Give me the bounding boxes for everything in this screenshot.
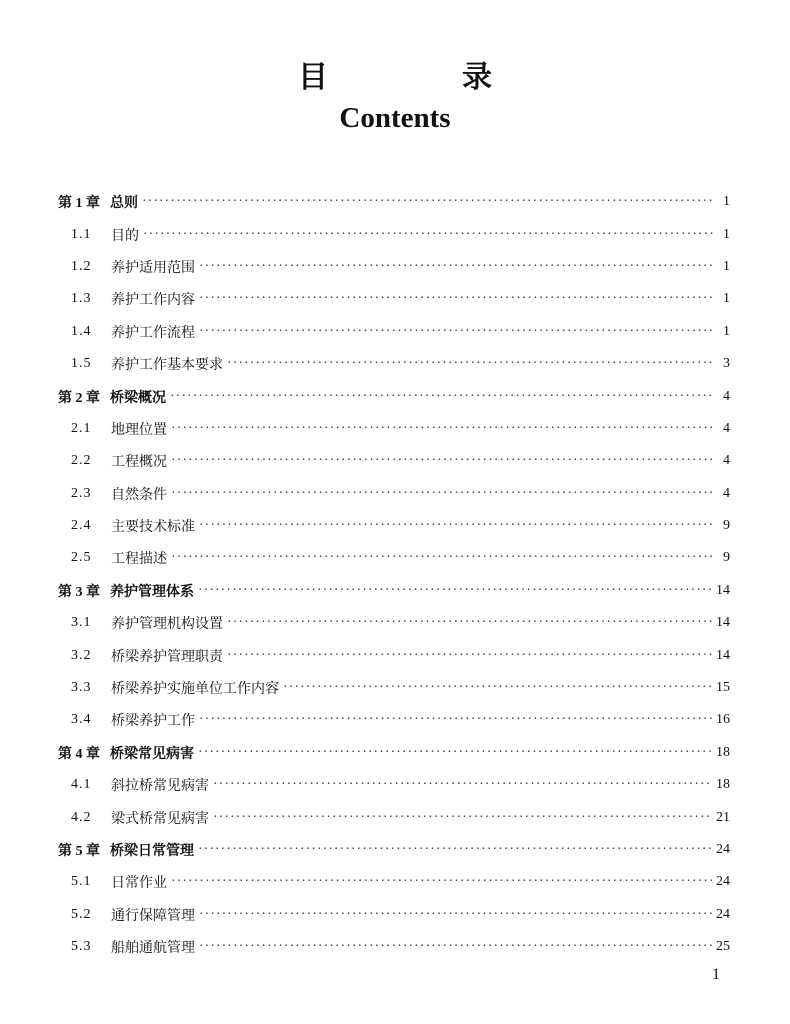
entry-number: 3.3	[71, 680, 92, 696]
toc-section-entry[interactable]	[58, 510, 730, 542]
dot-leader	[170, 389, 714, 405]
entry-number: 4.1	[71, 777, 92, 793]
entry-number: 第 2 章	[58, 390, 100, 406]
entry-page-number: 24	[716, 906, 730, 922]
dot-leader	[171, 421, 714, 437]
entry-page-number: 14	[716, 647, 730, 663]
toc-title-chinese: 目 录	[298, 61, 544, 94]
toc-section-entry[interactable]	[58, 218, 730, 250]
dot-leader	[171, 453, 714, 469]
entry-number: 3.2	[71, 647, 92, 663]
entry-number: 1.2	[71, 258, 92, 274]
entry-title: 养护工作基本要求	[111, 358, 223, 374]
entry-number: 5.1	[71, 874, 92, 890]
dot-leader	[199, 907, 712, 923]
entry-number: 2.1	[71, 420, 92, 436]
entry-page-number: 25	[716, 939, 730, 955]
entry-title: 工程描述	[111, 552, 167, 568]
entry-number: 4.2	[71, 809, 92, 825]
dot-leader	[213, 777, 712, 793]
dot-leader	[227, 615, 712, 631]
entry-title: 地理位置	[111, 422, 167, 438]
entry-page-number: 4	[723, 388, 730, 404]
entry-title: 自然条件	[111, 487, 167, 503]
entry-page-number: 1	[723, 194, 730, 210]
entry-number: 2.4	[71, 518, 92, 534]
entry-number: 第 5 章	[58, 844, 100, 859]
toc-section-entry[interactable]	[58, 348, 730, 380]
dot-leader	[199, 259, 714, 275]
toc-section-entry[interactable]	[58, 639, 730, 671]
toc-chapter-entry[interactable]	[58, 834, 730, 866]
entry-title: 日常作业	[111, 876, 167, 892]
entry-page-number: 18	[716, 777, 730, 793]
entry-number: 1.3	[71, 291, 92, 307]
dot-leader	[199, 939, 712, 955]
entry-page-number: 1	[723, 258, 730, 274]
dot-leader	[227, 356, 714, 372]
entry-title: 船舶通航管理	[111, 941, 195, 957]
toc-section-entry[interactable]	[58, 316, 730, 348]
dot-leader	[199, 518, 714, 534]
table-of-contents	[58, 186, 730, 963]
entry-title: 通行保障管理	[111, 908, 195, 924]
entry-number: 第 4 章	[58, 746, 100, 762]
entry-number: 3.1	[71, 615, 92, 631]
entry-title: 养护适用范围	[111, 260, 195, 276]
entry-title: 养护工作内容	[111, 293, 195, 309]
entry-title: 斜拉桥常见病害	[111, 779, 209, 795]
dot-leader	[199, 291, 714, 307]
entry-number: 1.5	[71, 356, 92, 372]
entry-page-number: 1	[723, 323, 730, 339]
toc-section-entry[interactable]	[58, 542, 730, 574]
dot-leader	[171, 874, 712, 890]
entry-page-number: 24	[716, 842, 730, 857]
entry-number: 5.3	[71, 939, 92, 955]
entry-number: 3.4	[71, 712, 92, 728]
toc-section-entry[interactable]	[58, 704, 730, 736]
entry-page-number: 14	[716, 582, 730, 598]
entry-title: 养护管理机构设置	[111, 617, 223, 633]
entry-title: 目的	[111, 228, 139, 244]
dot-leader	[198, 842, 712, 858]
dot-leader	[171, 550, 714, 566]
entry-page-number: 16	[716, 712, 730, 728]
entry-page-number: 1	[723, 226, 730, 242]
dot-leader	[198, 583, 712, 599]
entry-title: 桥梁概况	[110, 390, 166, 406]
toc-section-entry[interactable]	[58, 283, 730, 315]
entry-page-number: 1	[723, 291, 730, 307]
entry-number: 1.4	[71, 323, 92, 339]
toc-section-entry[interactable]	[58, 413, 730, 445]
entry-title: 主要技术标准	[111, 520, 195, 536]
entry-number: 2.3	[71, 485, 92, 501]
toc-section-entry[interactable]	[58, 607, 730, 639]
toc-chapter-entry[interactable]	[58, 737, 730, 769]
toc-section-entry[interactable]	[58, 672, 730, 704]
toc-chapter-entry[interactable]	[58, 380, 730, 412]
dot-leader	[283, 680, 712, 696]
entry-title: 桥梁养护管理职责	[111, 649, 223, 665]
entry-title: 桥梁日常管理	[110, 844, 194, 859]
dot-leader	[143, 227, 714, 243]
entry-number: 2.2	[71, 453, 92, 469]
entry-page-number: 18	[716, 744, 730, 760]
entry-number: 5.2	[71, 906, 92, 922]
dot-leader	[227, 648, 712, 664]
toc-section-entry[interactable]	[58, 931, 730, 963]
toc-section-entry[interactable]	[58, 866, 730, 898]
entry-page-number: 9	[723, 518, 730, 534]
entry-page-number: 24	[716, 874, 730, 890]
dot-leader	[199, 712, 712, 728]
toc-title-english: Contents	[339, 102, 451, 134]
entry-page-number: 3	[723, 356, 730, 372]
toc-section-entry[interactable]	[58, 445, 730, 477]
entry-page-number: 15	[716, 680, 730, 696]
entry-title: 工程概况	[111, 455, 167, 471]
toc-section-entry[interactable]	[58, 251, 730, 283]
entry-page-number: 4	[723, 453, 730, 469]
toc-section-entry[interactable]	[58, 801, 730, 833]
entry-number: 第 3 章	[58, 584, 100, 600]
entry-title: 养护管理体系	[110, 584, 194, 600]
entry-number: 1.1	[71, 226, 92, 242]
entry-page-number: 4	[723, 420, 730, 436]
toc-section-entry[interactable]	[58, 769, 730, 801]
dot-leader	[213, 810, 712, 826]
entry-title: 梁式桥常见病害	[111, 811, 209, 827]
dot-leader	[142, 194, 714, 210]
entry-page-number: 9	[723, 550, 730, 566]
entry-number: 2.5	[71, 550, 92, 566]
dot-leader	[199, 324, 714, 340]
entry-title: 桥梁养护工作	[111, 714, 195, 730]
entry-page-number: 4	[723, 485, 730, 501]
entry-title: 总则	[110, 196, 138, 212]
entry-title: 养护工作流程	[111, 325, 195, 341]
entry-title: 桥梁养护实施单位工作内容	[111, 682, 279, 698]
toc-chapter-entry[interactable]	[58, 186, 730, 218]
entry-page-number: 21	[716, 809, 730, 825]
toc-section-entry[interactable]	[58, 478, 730, 510]
page-number: 1	[712, 966, 720, 983]
entry-number: 第 1 章	[58, 196, 100, 212]
entry-page-number: 14	[716, 615, 730, 631]
dot-leader	[198, 745, 712, 761]
toc-chapter-entry[interactable]	[58, 575, 730, 607]
entry-title: 桥梁常见病害	[110, 746, 194, 762]
dot-leader	[171, 486, 714, 502]
toc-section-entry[interactable]	[58, 899, 730, 931]
